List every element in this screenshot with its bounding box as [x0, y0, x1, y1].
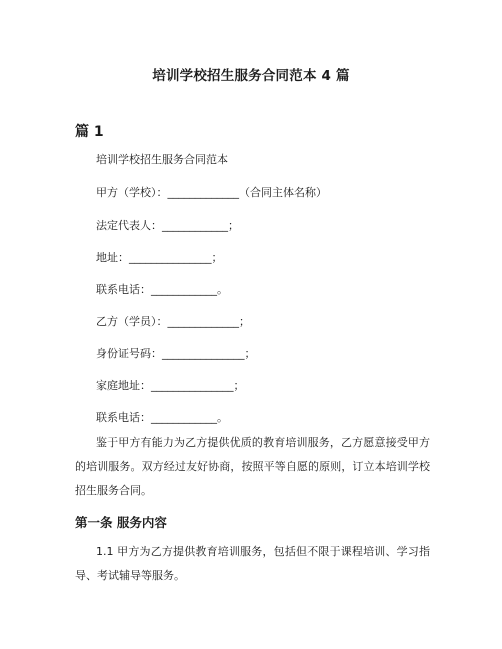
party-b-field: 乙方（学员）：_____________；	[96, 315, 250, 328]
party-b-phone-field: 联系电话：____________。	[96, 411, 228, 424]
id-number-field: 身份证号码：_______________；	[96, 347, 256, 360]
address-field: 地址：_______________；	[96, 251, 223, 264]
article-1-title: 第一条 服务内容	[75, 515, 167, 530]
contract-subtitle: 培训学校招生服务合同范本	[96, 153, 228, 166]
legal-representative-field: 法定代表人：____________；	[96, 219, 239, 232]
clause-1-1: 1.1 甲方为乙方提供教育培训服务，包括但不限于课程培训、学习指导、考试辅导等服务。	[75, 545, 430, 582]
party-a-phone-field: 联系电话：____________。	[96, 283, 228, 296]
document-title: 培训学校招生服务合同范本 4 篇	[152, 68, 350, 84]
party-a-field: 甲方（学校）：_____________（合同主体名称）	[96, 186, 327, 199]
home-address-field: 家庭地址：_______________；	[96, 379, 245, 392]
section-heading: 篇 1	[75, 124, 104, 140]
preamble-paragraph: 鉴于甲方有能力为乙方提供优质的教育培训服务，乙方愿意接受甲方的培训服务。双方经过友好协商，按照平等自愿的原则，订立本培训学校招生服务合同。	[75, 436, 430, 497]
